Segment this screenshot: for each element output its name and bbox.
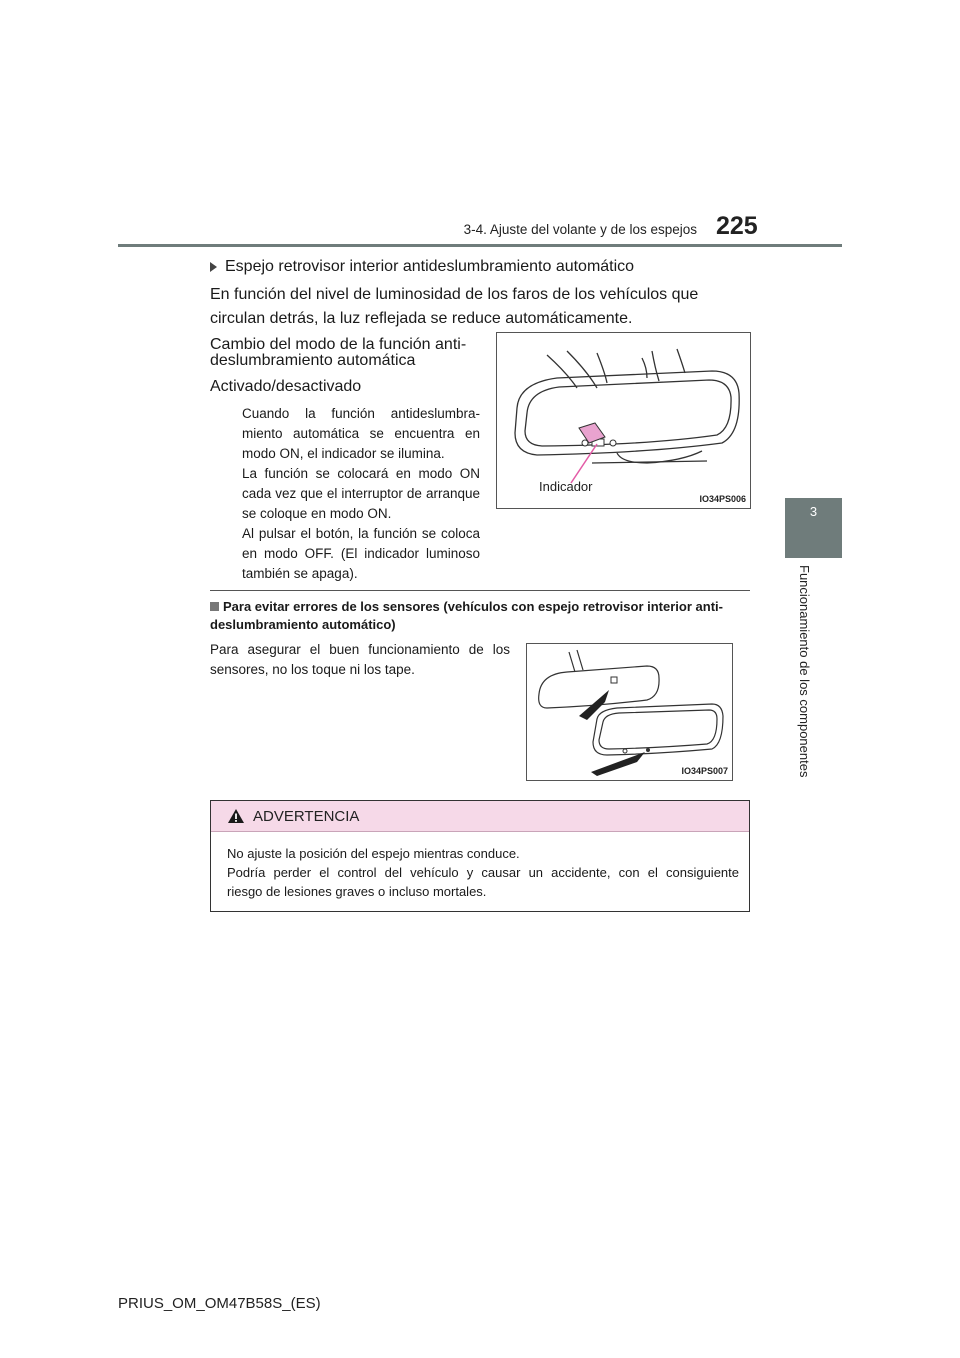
section-title: 3-4. Ajuste del volante y de los espejos	[463, 222, 697, 237]
warning-line: Podría perder el control del vehículo y causar un accidente, con el consiguiente	[227, 865, 739, 880]
mirror-sensors-figure	[526, 643, 733, 781]
desc-line: La función se colocará en modo ON	[242, 466, 480, 481]
mode-state: Activado/desactivado	[210, 378, 362, 395]
warning-line: riesgo de lesiones graves o incluso mortales.	[227, 884, 487, 899]
warning-triangle-icon	[227, 808, 245, 824]
desc-line: modo ON, el indicador se ilumina.	[242, 446, 445, 461]
section-divider	[210, 590, 750, 591]
desc-line: en modo OFF. (El indicador luminoso	[242, 546, 480, 561]
indicator-label: Indicador	[539, 479, 593, 494]
figure-code: IO34PS006	[699, 494, 746, 504]
sensors-title	[210, 598, 750, 634]
warning-box	[210, 800, 750, 912]
mirror-indicator-figure	[496, 332, 751, 509]
sensors-text-line: Para asegurar el buen funcionamiento de los	[210, 642, 510, 657]
sensors-text	[210, 640, 510, 680]
triangle-bullet-icon	[210, 262, 217, 272]
desc-line: cada vez que el interruptor de arranque	[242, 486, 480, 501]
warning-line: No ajuste la posición del espejo mientras conduce.	[227, 846, 520, 861]
mode-line-2: deslumbramiento automática	[210, 352, 416, 369]
desc-line: también se apaga).	[242, 566, 358, 581]
page-number: 225	[716, 212, 758, 240]
chapter-tab	[785, 498, 842, 558]
warning-body	[211, 832, 749, 901]
subsection-heading-text: Espejo retrovisor interior antideslumbramiento automático	[225, 258, 635, 275]
sensors-title-line: Para evitar errores de los sensores (vehículos con espejo retrovisor interior anti-	[223, 599, 723, 614]
mode-description	[242, 404, 480, 584]
chapter-number: 3	[809, 504, 818, 519]
sensors-title-line: deslumbramiento automático)	[210, 617, 396, 632]
header-rule	[118, 244, 842, 247]
sensors-text-line: sensores, no los toque ni los tape.	[210, 662, 415, 677]
desc-line: miento automática se encuentra en	[242, 426, 480, 441]
desc-line: Cuando la función antideslumbra-	[242, 406, 480, 421]
desc-line: se coloque en modo ON.	[242, 506, 392, 521]
desc-line: Al pulsar el botón, la función se coloca	[242, 526, 480, 541]
warning-header	[211, 801, 749, 832]
subsection-heading	[210, 258, 634, 276]
mirror-illustration	[497, 333, 750, 508]
intro-paragraph: En función del nivel de luminosidad de los faros de los vehículos que circulan detrás, la luz reflejada se reduce automáticamente.	[210, 286, 699, 327]
warning-title: ADVERTENCIA	[253, 807, 360, 825]
mode-line-1: Cambio del modo de la función anti-	[210, 336, 467, 353]
square-bullet-icon	[210, 602, 219, 611]
sensors-illustration	[527, 644, 732, 780]
document-code: PRIUS_OM_OM47B58S_(ES)	[118, 1295, 321, 1312]
chapter-label: Funcionamiento de los componentes	[797, 565, 812, 778]
figure-code: IO34PS007	[681, 766, 728, 776]
